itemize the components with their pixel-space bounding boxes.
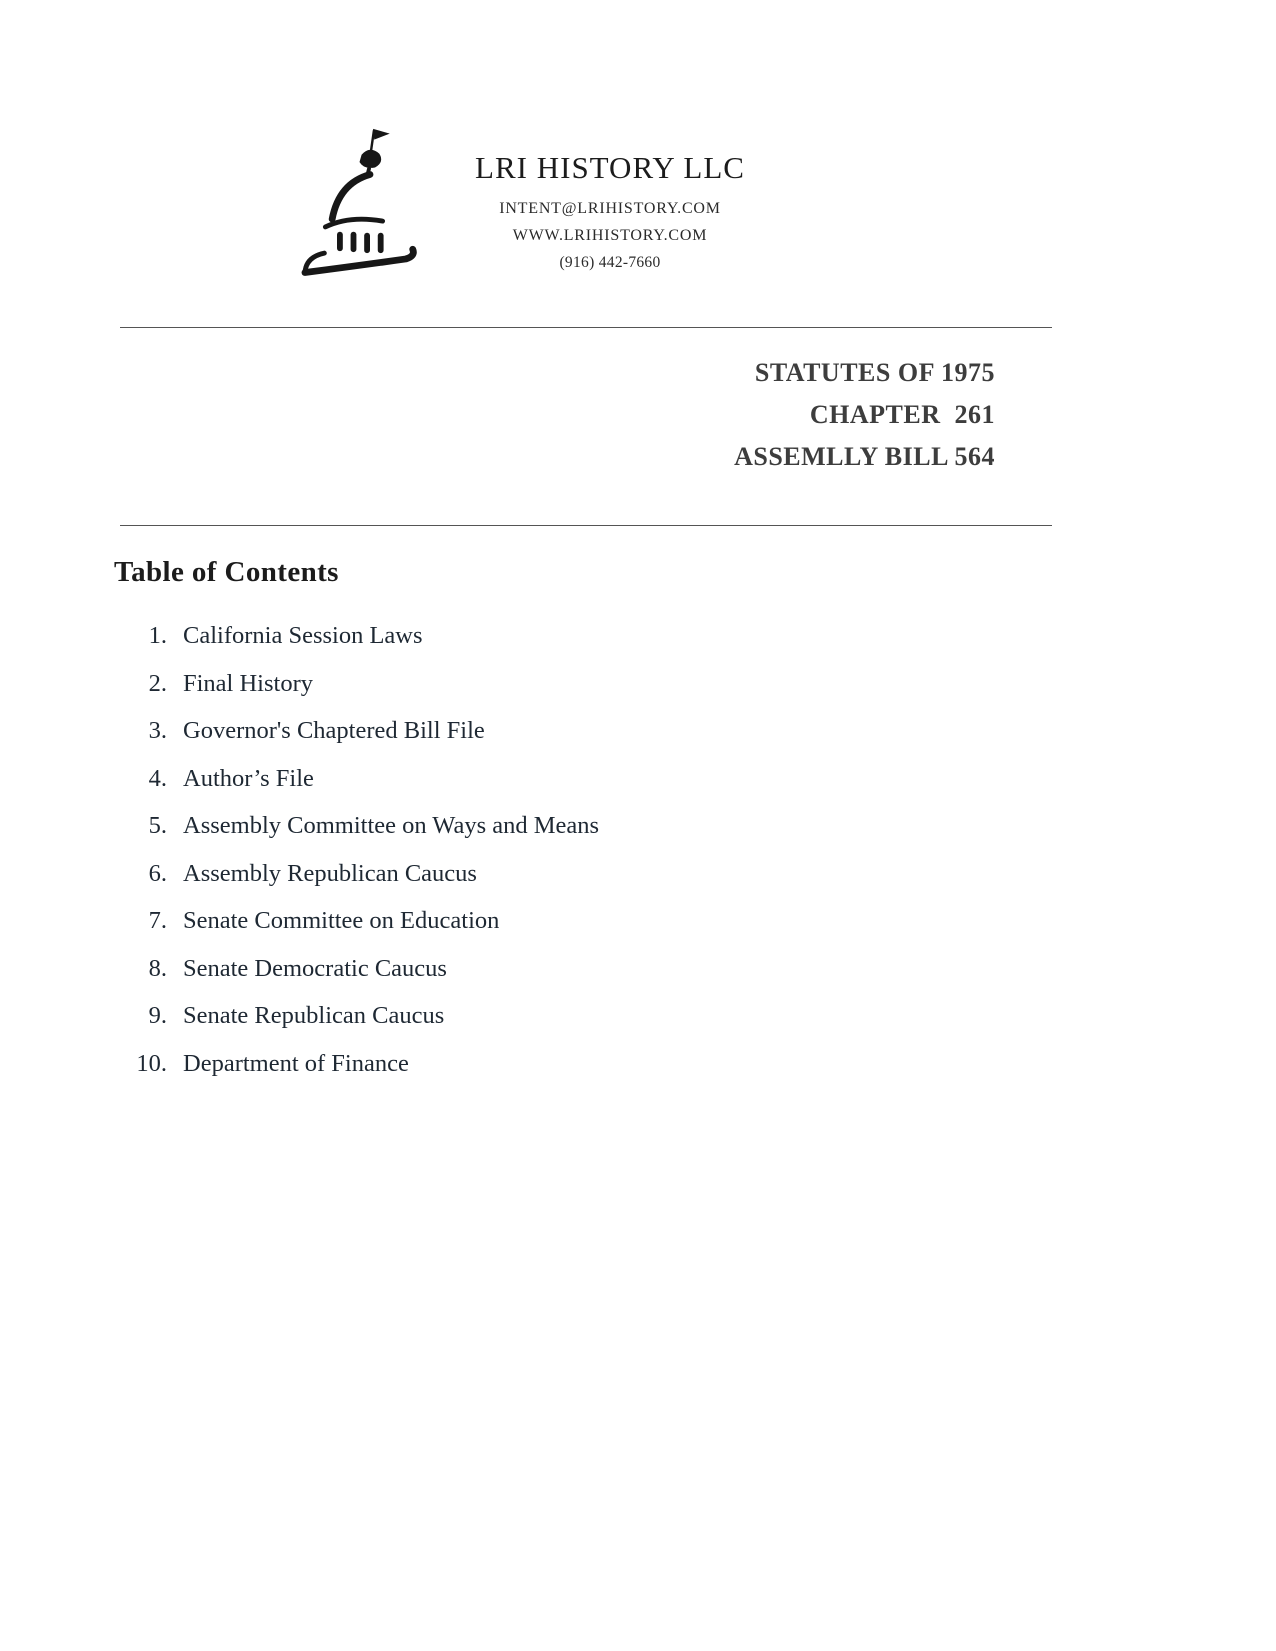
- company-email: INTENT@LRIHISTORY.COM: [499, 200, 721, 217]
- toc-item: [115, 670, 815, 718]
- toc-item-label: Governor's Chaptered Bill File: [183, 717, 485, 744]
- toc-item-label: Assembly Republican Caucus: [183, 859, 477, 887]
- statutes-line: STATUTES OF 1975: [754, 358, 995, 387]
- toc-item-number: 9.: [148, 1002, 167, 1029]
- toc-item: [115, 1002, 815, 1050]
- toc-item-number: 8.: [148, 954, 167, 982]
- toc-title: Table of Contents: [114, 556, 339, 588]
- company-name: LRI HISTORY LLC: [475, 150, 745, 185]
- toc-item-label: California Session Laws: [183, 622, 423, 649]
- toc-item: [115, 717, 815, 765]
- toc-item: [115, 860, 815, 908]
- toc-list: [115, 622, 815, 1097]
- toc-item-label: Senate Republican Caucus: [183, 1002, 445, 1029]
- toc-item-label: Department of Finance: [183, 1049, 409, 1077]
- divider-bottom: [120, 525, 1052, 526]
- toc-item-label: Senate Committee on Education: [183, 907, 500, 934]
- capitol-dome-logo-icon: [295, 125, 445, 290]
- toc-item-label: Senate Democratic Caucus: [183, 954, 447, 982]
- toc-item: [115, 812, 815, 860]
- toc-item-number: 7.: [148, 907, 167, 934]
- toc-item: [115, 765, 815, 813]
- toc-item-number: 2.: [148, 669, 167, 697]
- toc-item-number: 1.: [148, 622, 167, 649]
- toc-item-number: 6.: [148, 859, 167, 887]
- toc-item-label: Final History: [183, 669, 313, 697]
- toc-item: [115, 622, 815, 670]
- toc-item-number: 5.: [148, 812, 167, 839]
- toc-item: [115, 955, 815, 1003]
- toc-item-label: Author’s File: [183, 764, 314, 792]
- letterhead: [430, 150, 790, 272]
- toc-item-number: 3.: [148, 717, 167, 744]
- document-heading: [734, 352, 995, 478]
- toc-item-number: 10.: [136, 1049, 167, 1077]
- toc-item-number: 4.: [148, 764, 167, 792]
- company-website: WWW.LRIHISTORY.COM: [512, 227, 708, 244]
- chapter-line: CHAPTER 261: [809, 400, 995, 429]
- divider-top: [120, 327, 1052, 328]
- toc-item: [115, 907, 815, 955]
- company-phone: (916) 442-7660: [559, 254, 661, 271]
- toc-item-label: Assembly Committee on Ways and Means: [183, 812, 600, 839]
- bill-line: ASSEMLLY BILL 564: [734, 442, 995, 471]
- toc-item: [115, 1050, 815, 1098]
